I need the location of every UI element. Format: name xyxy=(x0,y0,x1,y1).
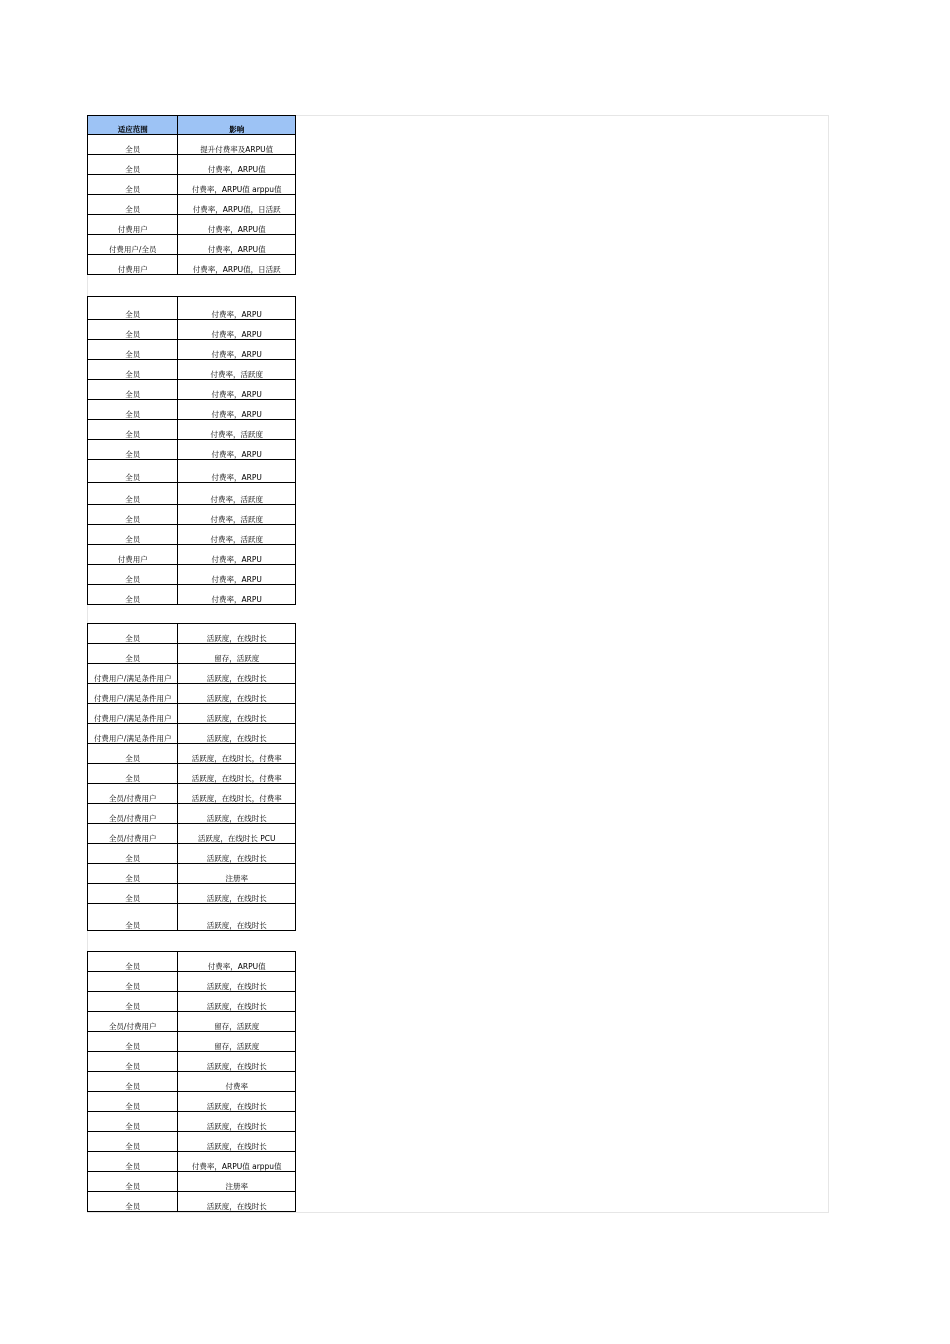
effect-cell: 付费率，ARPU值 xyxy=(178,215,296,235)
table-row xyxy=(88,664,296,684)
effect-cell: 付费率，ARPU xyxy=(178,320,296,340)
scope-cell: 全员 xyxy=(88,624,178,644)
table-row xyxy=(88,1152,296,1172)
effect-cell: 付费率，活跃度 xyxy=(178,483,296,505)
table-row xyxy=(88,135,296,155)
effect-cell: 活跃度，在线时长 xyxy=(178,1132,296,1152)
effect-cell: 活跃度，在线时长，付费率 xyxy=(178,744,296,764)
scope-cell: 付费用户/满足条件用户 xyxy=(88,684,178,704)
scope-cell: 全员 xyxy=(88,884,178,904)
header-row xyxy=(88,116,296,135)
table-section-3 xyxy=(87,623,296,931)
scope-cell: 全员 xyxy=(88,525,178,545)
table-row xyxy=(88,992,296,1012)
effect-cell: 活跃度，在线时长 xyxy=(178,1052,296,1072)
effect-cell: 活跃度，在线时长，付费率 xyxy=(178,764,296,784)
effect-cell: 留存，活跃度 xyxy=(178,1032,296,1052)
scope-cell: 全员 xyxy=(88,360,178,380)
effect-cell: 活跃度，在线时长 xyxy=(178,1112,296,1132)
scope-cell: 付费用户/满足条件用户 xyxy=(88,704,178,724)
scope-cell: 付费用户/满足条件用户 xyxy=(88,724,178,744)
effect-cell: 付费率，ARPU xyxy=(178,585,296,605)
table-row xyxy=(88,904,296,931)
scope-cell: 全员 xyxy=(88,1112,178,1132)
table-row xyxy=(88,952,296,972)
scope-cell: 全员 xyxy=(88,195,178,215)
scope-cell: 全员 xyxy=(88,1052,178,1072)
effect-cell: 付费率，ARPU xyxy=(178,460,296,483)
scope-cell: 全员/付费用户 xyxy=(88,784,178,804)
table-row xyxy=(88,704,296,724)
effect-cell: 付费率，活跃度 xyxy=(178,525,296,545)
effect-cell: 付费率，ARPU值 arppu值 xyxy=(178,175,296,195)
scope-cell: 全员 xyxy=(88,297,178,320)
effect-cell: 活跃度，在线时长 xyxy=(178,884,296,904)
table-row xyxy=(88,764,296,784)
effect-cell: 活跃度，在线时长 xyxy=(178,1192,296,1212)
scope-cell: 付费用户/满足条件用户 xyxy=(88,664,178,684)
effect-cell: 注册率 xyxy=(178,1172,296,1192)
table-row xyxy=(88,1132,296,1152)
table-row xyxy=(88,1072,296,1092)
section-body xyxy=(88,624,296,931)
scope-cell: 付费用户 xyxy=(88,215,178,235)
effect-cell: 付费率，ARPU xyxy=(178,440,296,460)
table-row xyxy=(88,380,296,400)
effect-cell: 活跃度，在线时长 xyxy=(178,684,296,704)
effect-cell: 付费率，ARPU xyxy=(178,297,296,320)
table-row xyxy=(88,155,296,175)
table-row xyxy=(88,255,296,275)
table-row xyxy=(88,1012,296,1032)
scope-cell: 全员 xyxy=(88,340,178,360)
scope-cell: 全员/付费用户 xyxy=(88,1012,178,1032)
scope-cell: 全员 xyxy=(88,483,178,505)
scope-cell: 全员 xyxy=(88,1152,178,1172)
table-row xyxy=(88,744,296,764)
scope-cell: 全员 xyxy=(88,1192,178,1212)
table-row xyxy=(88,824,296,844)
scope-cell: 全员 xyxy=(88,135,178,155)
section-body xyxy=(88,135,296,275)
table-row xyxy=(88,784,296,804)
effect-cell: 留存，活跃度 xyxy=(178,1012,296,1032)
effect-cell: 付费率，活跃度 xyxy=(178,505,296,525)
effect-cell: 活跃度，在线时长 PCU xyxy=(178,824,296,844)
effect-cell: 付费率，活跃度 xyxy=(178,360,296,380)
effect-cell: 活跃度，在线时长 xyxy=(178,992,296,1012)
table-row xyxy=(88,195,296,215)
table-row xyxy=(88,340,296,360)
table-row xyxy=(88,684,296,704)
scope-cell: 全员 xyxy=(88,864,178,884)
scope-cell: 全员 xyxy=(88,744,178,764)
effect-cell: 付费率，ARPU值 arppu值 xyxy=(178,1152,296,1172)
scope-cell: 全员 xyxy=(88,904,178,931)
scope-cell: 全员 xyxy=(88,175,178,195)
table-row xyxy=(88,420,296,440)
scope-cell: 全员 xyxy=(88,380,178,400)
table-row xyxy=(88,320,296,340)
effect-cell: 付费率，ARPU值 xyxy=(178,952,296,972)
effect-cell: 活跃度，在线时长 xyxy=(178,664,296,684)
table-row xyxy=(88,1052,296,1072)
table-row xyxy=(88,585,296,605)
effect-cell: 付费率，ARPU值，日活跃 xyxy=(178,255,296,275)
effect-cell: 注册率 xyxy=(178,864,296,884)
table-row xyxy=(88,644,296,664)
header-scope: 适应范围 xyxy=(88,116,178,135)
table-row xyxy=(88,1092,296,1112)
effect-cell: 付费率，ARPU xyxy=(178,340,296,360)
section-body xyxy=(88,952,296,1212)
effect-cell: 活跃度，在线时长 xyxy=(178,1092,296,1112)
scope-cell: 全员 xyxy=(88,1092,178,1112)
scope-cell: 全员 xyxy=(88,400,178,420)
scope-cell: 全员 xyxy=(88,952,178,972)
table-row xyxy=(88,460,296,483)
table-row xyxy=(88,505,296,525)
table-row xyxy=(88,1172,296,1192)
effect-cell: 付费率，ARPU值 xyxy=(178,155,296,175)
scope-cell: 全员 xyxy=(88,420,178,440)
table-row xyxy=(88,1112,296,1132)
scope-cell: 全员 xyxy=(88,460,178,483)
table-row xyxy=(88,215,296,235)
scope-cell: 全员 xyxy=(88,440,178,460)
table-row xyxy=(88,525,296,545)
table-row xyxy=(88,235,296,255)
scope-cell: 全员 xyxy=(88,1072,178,1092)
table-row xyxy=(88,360,296,380)
effect-cell: 付费率，ARPU值 xyxy=(178,235,296,255)
effect-cell: 付费率，ARPU xyxy=(178,565,296,585)
scope-cell: 全员 xyxy=(88,155,178,175)
effect-cell: 付费率，ARPU xyxy=(178,545,296,565)
scope-cell: 全员 xyxy=(88,644,178,664)
effect-cell: 付费率，ARPU xyxy=(178,380,296,400)
effect-cell: 付费率，ARPU xyxy=(178,400,296,420)
table-row xyxy=(88,624,296,644)
table-row xyxy=(88,565,296,585)
scope-cell: 付费用户 xyxy=(88,255,178,275)
table-row xyxy=(88,864,296,884)
table-row xyxy=(88,400,296,420)
effect-cell: 活跃度，在线时长 xyxy=(178,972,296,992)
section-body xyxy=(88,297,296,605)
effect-cell: 留存，活跃度 xyxy=(178,644,296,664)
scope-cell: 全员 xyxy=(88,764,178,784)
table-row xyxy=(88,545,296,565)
table-row xyxy=(88,884,296,904)
table-row xyxy=(88,804,296,824)
scope-cell: 付费用户 xyxy=(88,545,178,565)
effect-cell: 活跃度，在线时长 xyxy=(178,724,296,744)
table-row xyxy=(88,483,296,505)
table-row xyxy=(88,297,296,320)
table-section-4 xyxy=(87,951,296,1212)
scope-cell: 全员 xyxy=(88,585,178,605)
table-row xyxy=(88,844,296,864)
effect-cell: 付费率，ARPU值，日活跃 xyxy=(178,195,296,215)
table-row xyxy=(88,175,296,195)
scope-cell: 全员 xyxy=(88,1032,178,1052)
effect-cell: 付费率 xyxy=(178,1072,296,1092)
table-row xyxy=(88,972,296,992)
scope-cell: 全员 xyxy=(88,505,178,525)
effect-cell: 活跃度，在线时长 xyxy=(178,904,296,931)
table-row xyxy=(88,440,296,460)
scope-cell: 全员/付费用户 xyxy=(88,804,178,824)
scope-cell: 全员 xyxy=(88,972,178,992)
effect-cell: 活跃度，在线时长 xyxy=(178,844,296,864)
table-row xyxy=(88,724,296,744)
effect-cell: 付费率，活跃度 xyxy=(178,420,296,440)
effect-cell: 提升付费率及ARPU值 xyxy=(178,135,296,155)
scope-cell: 全员 xyxy=(88,320,178,340)
effect-cell: 活跃度，在线时长 xyxy=(178,704,296,724)
table-row xyxy=(88,1192,296,1212)
table-row xyxy=(88,1032,296,1052)
header-effect: 影响 xyxy=(178,116,296,135)
scope-cell: 付费用户/全员 xyxy=(88,235,178,255)
table-section-2 xyxy=(87,296,296,605)
scope-cell: 全员 xyxy=(88,565,178,585)
scope-cell: 全员 xyxy=(88,844,178,864)
table-section-1 xyxy=(87,115,296,275)
effect-cell: 活跃度，在线时长 xyxy=(178,804,296,824)
scope-cell: 全员 xyxy=(88,1132,178,1152)
scope-cell: 全员 xyxy=(88,1172,178,1192)
scope-cell: 全员/付费用户 xyxy=(88,824,178,844)
scope-cell: 全员 xyxy=(88,992,178,1012)
effect-cell: 活跃度，在线时长，付费率 xyxy=(178,784,296,804)
effect-cell: 活跃度，在线时长 xyxy=(178,624,296,644)
